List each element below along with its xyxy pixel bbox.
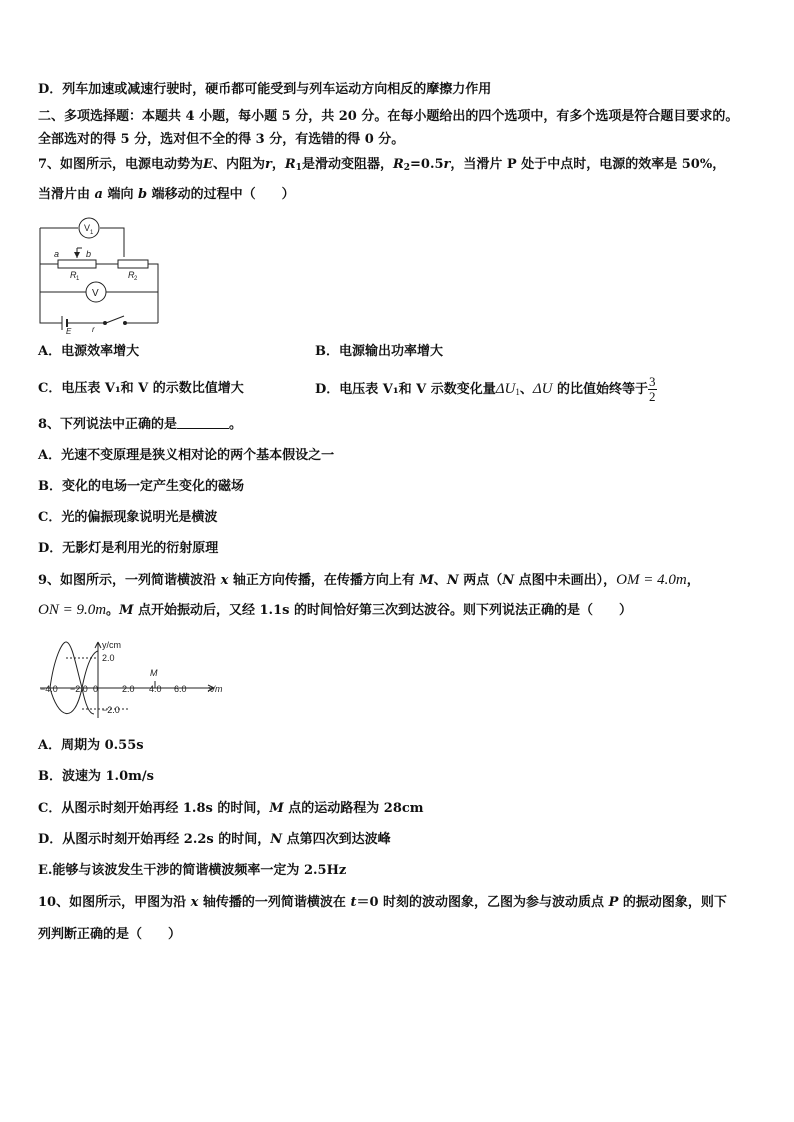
svg-text:b: b: [86, 249, 92, 259]
svg-text:x/m: x/m: [208, 684, 223, 694]
q9-option-e: E.能够与该波发生干涉的简谐横波频率一定为 2.5Hz: [38, 863, 347, 878]
svg-text:V: V: [92, 288, 99, 299]
q9-wave-graph: [38, 636, 238, 720]
section-scoring-rule: 全部选对的得 5 分，选对但不全的得 3 分，有选错的得 0 分。: [38, 132, 405, 147]
fraction-three-halves: $\frac{3}{2}$: [649, 374, 656, 404]
q9-stem-line1: 9、如图所示，一列简谐横波沿 x 轴正方向传播，在传播方向上有 M、N 两点（N 点图中未画出），OM = 4.0m，: [38, 572, 700, 588]
switch: [106, 316, 124, 323]
svg-text:6.0: 6.0: [174, 684, 187, 694]
svg-text:1: 1: [76, 276, 80, 282]
svg-text:2.0: 2.0: [122, 684, 135, 694]
svg-text:4.0: 4.0: [149, 684, 162, 694]
svg-text:E: E: [66, 327, 72, 336]
q7-option-d: D．电压表 V₁和 V 示数变化量$\Delta U_1$、ΔU 的比值始终等于 $\frac{3}{2}$: [315, 374, 656, 404]
svg-text:1: 1: [90, 230, 94, 236]
svg-text:0: 0: [93, 684, 99, 694]
q9-option-a: A．周期为 0.55s: [38, 738, 144, 753]
q10-stem-line2: 列判断正确的是（ ）: [38, 927, 182, 942]
answer-blank: [177, 416, 229, 429]
q7-stem-line1: 7、如图所示，电源电动势为E、内阻为r，$R_1$是滑动变阻器，$R_2=0.5r$，当滑片 P 处于中点时，电源的效率是 50%，: [38, 157, 726, 173]
q7-option-a: A．电源效率增大: [38, 344, 140, 359]
q9-option-c: C．从图示时刻开始再经 1.8s 的时间，M 点的运动路程为 28cm: [38, 801, 424, 816]
q8-option-c: C．光的偏振现象说明光是横波: [38, 510, 218, 525]
resistor-r2: [118, 260, 148, 268]
q7-stem-line2: 当滑片由 a 端向 b 端移动的过程中（ ）: [38, 187, 295, 202]
q8-stem: 8、下列说法中正确的是 。: [38, 417, 243, 432]
svg-text:M: M: [150, 668, 158, 678]
q7-option-c: C．电压表 V₁和 V 的示数比值增大: [38, 381, 244, 396]
svg-text:a: a: [54, 249, 60, 259]
svg-text:V: V: [84, 223, 91, 233]
svg-text:y/cm: y/cm: [102, 640, 121, 650]
q9-option-b: B．波速为 1.0m/s: [38, 769, 154, 784]
svg-text:2.0: 2.0: [102, 653, 115, 663]
svg-text:−2.0: −2.0: [70, 684, 88, 694]
q8-option-b: B．变化的电场一定产生变化的磁场: [38, 479, 244, 494]
svg-text:R: R: [128, 270, 135, 280]
svg-text:−4.0: −4.0: [40, 684, 58, 694]
q7-circuit-diagram: [34, 208, 164, 336]
q7-option-b: B．电源输出功率增大: [315, 344, 443, 359]
wave-curve: [50, 651, 98, 714]
svg-text:−2.0: −2.0: [102, 705, 120, 715]
q9-stem-line2: ON = 9.0m。M 点开始振动后，又经 1.1s 的时间恰好第三次到达波谷。则下列说法正确的是（ ）: [38, 602, 632, 618]
section-heading: 二、多项选择题：本题共 4 小题，每小题 5 分，共 20 分。在每小题给出的四个选项中，有多个选项是符合题目要求的。: [38, 109, 739, 124]
wave-curve-left: [50, 642, 94, 714]
q8-option-d: D．无影灯是利用光的衍射原理: [38, 541, 219, 556]
svg-text:2: 2: [134, 276, 138, 282]
prev-option-d: D．列车加速或减速行驶时，硬币都可能受到与列车运动方向相反的摩擦力作用: [38, 82, 492, 97]
q8-option-a: A．光速不变原理是狭义相对论的两个基本假设之一: [38, 448, 335, 463]
svg-text:r: r: [92, 325, 95, 334]
q10-stem-line1: 10、如图所示，甲图为沿 x 轴传播的一列简谐横波在 t＝0 时刻的波动图象，乙图为参与波动质点 P 的振动图象，则下: [38, 895, 727, 910]
q9-option-d: D．从图示时刻开始再经 2.2s 的时间，N 点第四次到达波峰: [38, 832, 391, 847]
resistor-r1: [58, 260, 96, 268]
svg-text:R: R: [70, 270, 77, 280]
